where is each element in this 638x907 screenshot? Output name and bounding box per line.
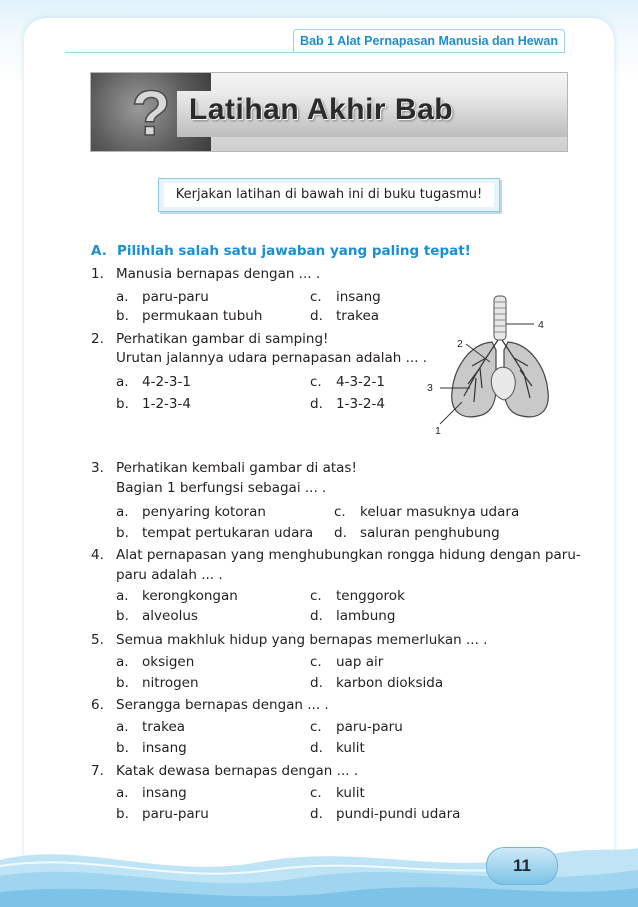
figure-label-4: 4 <box>538 319 544 331</box>
question-text: Perhatikan kembali gambar di atas! <box>116 460 357 476</box>
figure-label-2: 2 <box>457 338 463 350</box>
chapter-banner <box>90 72 568 152</box>
question-text: Perhatikan gambar di samping! <box>116 331 329 347</box>
section-letter: A. <box>91 243 107 259</box>
question-number: 3. <box>91 460 104 476</box>
question-number: 6. <box>91 697 104 713</box>
question-text: paru adalah ... . <box>116 567 223 583</box>
figure-label-1: 1 <box>435 425 441 437</box>
banner-title: Latihan Akhir Bab <box>189 93 454 126</box>
instruction-text: Kerjakan latihan di bawah ini di buku tugasmu! <box>164 183 494 207</box>
question-number: 4. <box>91 547 104 563</box>
question-mark-icon <box>121 79 181 145</box>
question-text: Bagian 1 berfungsi sebagai ... . <box>116 480 327 496</box>
lungs-figure <box>420 292 570 442</box>
question-text: Semua makhluk hidup yang bernapas memerlukan ... . <box>116 632 488 648</box>
section-title: Pilihlah salah satu jawaban yang paling tepat! <box>117 243 471 259</box>
figure-label-3: 3 <box>427 382 433 394</box>
question-text: Alat pernapasan yang menghubungkan rongga hidung dengan paru- <box>116 547 581 563</box>
question-text: Urutan jalannya udara pernapasan adalah ... . <box>116 350 428 366</box>
page-number: 11 <box>513 856 531 875</box>
question-text: Manusia bernapas dengan ... . <box>116 266 321 282</box>
question-text: Katak dewasa bernapas dengan ... . <box>116 763 359 779</box>
lungs-illustration <box>420 292 570 442</box>
question-number: 7. <box>91 763 104 779</box>
chapter-title: Bab 1 Alat Pernapasan Manusia dan Hewan <box>293 29 565 52</box>
svg-text:?: ? <box>131 79 171 145</box>
question-number: 2. <box>91 331 104 347</box>
page-number-badge <box>486 847 558 885</box>
question-text: Serangga bernapas dengan ... . <box>116 697 329 713</box>
question-number: 5. <box>91 632 104 648</box>
instruction-box <box>158 178 500 212</box>
question-number: 1. <box>91 266 104 282</box>
